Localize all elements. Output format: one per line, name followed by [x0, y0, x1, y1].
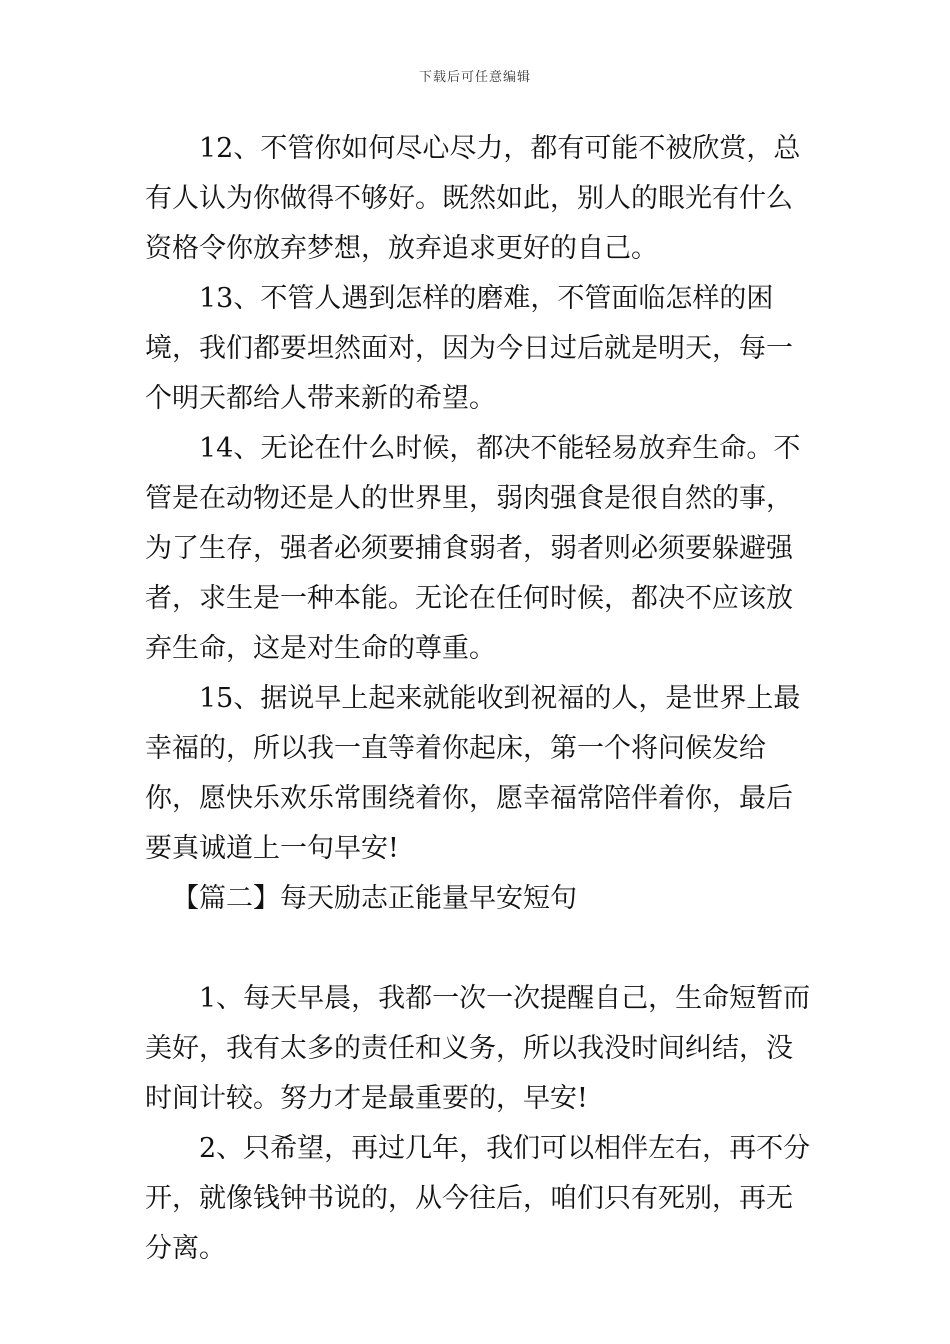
document-body	[145, 124, 815, 1274]
paragraph-15: 15、据说早上起来就能收到祝福的人，是世界上最幸福的，所以我一直等着你起床，第一个将问候发给你，愿快乐欢乐常围绕着你，愿幸福常陪伴着你，最后要真诚道上一句早安!	[145, 683, 801, 864]
paragraph-1: 1、每天早晨，我都一次一次提醒自己，生命短暂而美好，我有太多的责任和义务，所以我没时间纠结，没时间计较。努力才是最重要的，早安!	[145, 983, 811, 1114]
paragraph-13: 13、不管人遇到怎样的磨难，不管面临怎样的困境，我们都要坦然面对，因为今日过后就是明天，每一个明天都给人带来新的希望。	[145, 283, 793, 414]
paragraph-12: 12、不管你如何尽心尽力，都有可能不被欣赏，总有人认为你做得不够好。既然如此，别人的眼光有什么资格令你放弃梦想，放弃追求更好的自己。	[145, 133, 801, 264]
paragraph-2: 2、只希望，再过几年，我们可以相伴左右，再不分开，就像钱钟书说的，从今往后，咱们只有死别，再无分离。	[145, 1133, 811, 1264]
section-heading: 【篇二】每天励志正能量早安短句	[172, 883, 577, 914]
paragraph-14: 14、无论在什么时候，都决不能轻易放弃生命。不管是在动物还是人的世界里，弱肉强食是很自然的事，为了生存，强者必须要捕食弱者，弱者则必须要躲避强者，求生是一种本能。无论在任何时候，都决不应该放弃生命，这是对生命的尊重。	[145, 433, 801, 664]
page-header-note: 下载后可任意编辑	[418, 70, 531, 85]
